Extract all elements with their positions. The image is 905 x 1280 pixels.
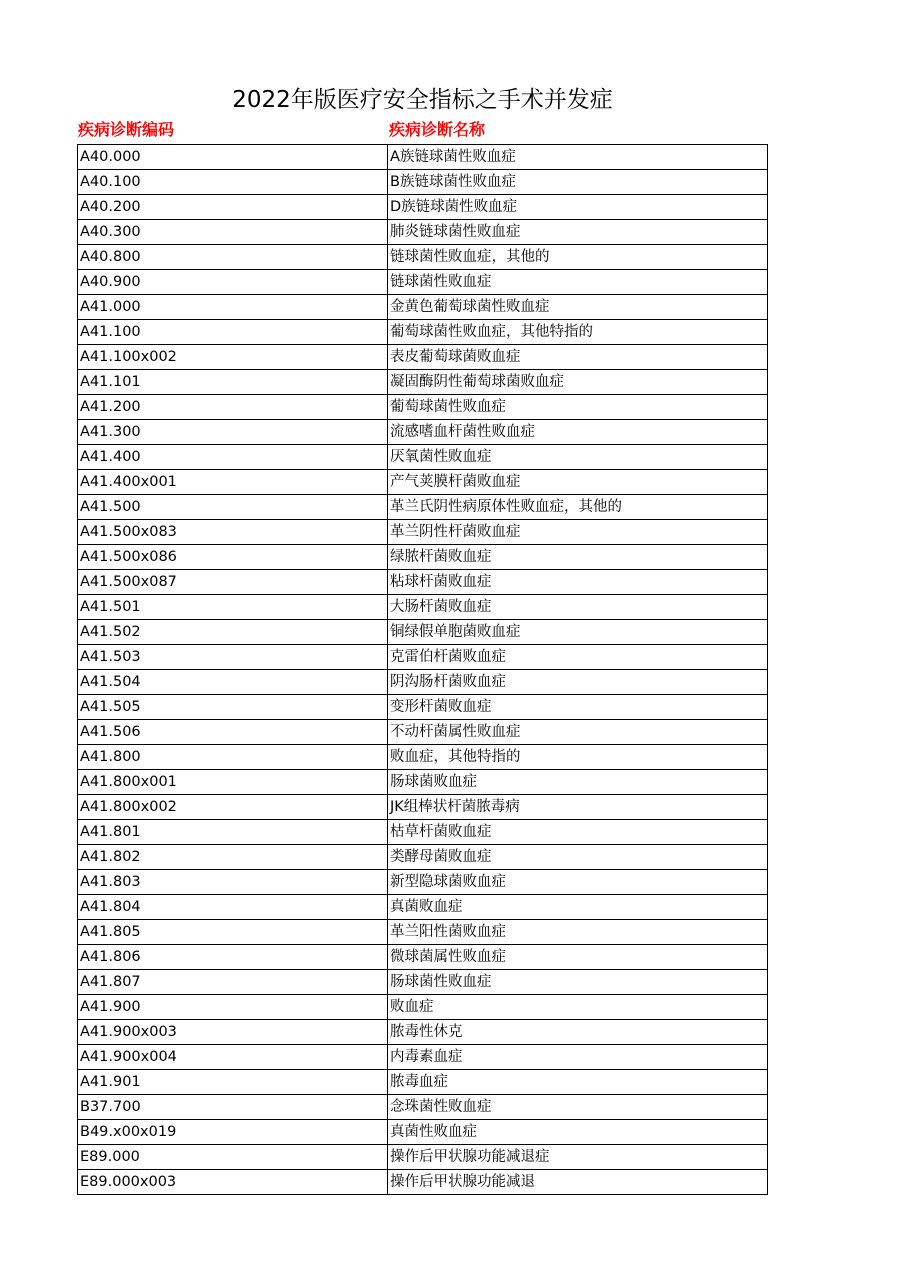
table-row [78, 945, 768, 970]
diagnosis-code-cell: A41.500 [78, 495, 388, 520]
diagnosis-name-cell: 败血症 [388, 995, 768, 1020]
diagnosis-name-cell: 肺炎链球菌性败血症 [388, 220, 768, 245]
table-row [78, 395, 768, 420]
table-row [78, 1045, 768, 1070]
table-row [78, 695, 768, 720]
diagnosis-name-cell: 脓毒性休克 [388, 1020, 768, 1045]
diagnosis-name-cell: 枯草杆菌败血症 [388, 820, 768, 845]
diagnosis-name-cell: 链球菌性败血症 [388, 270, 768, 295]
table-row [78, 970, 768, 995]
diagnosis-name-cell: 操作后甲状腺功能减退 [388, 1170, 768, 1195]
column-header-code: 疾病诊断编码 [78, 120, 175, 139]
table-row [78, 220, 768, 245]
table-row [78, 1020, 768, 1045]
diagnosis-name-cell: 绿脓杆菌败血症 [388, 545, 768, 570]
diagnosis-name-cell: 葡萄球菌性败血症，其他特指的 [388, 320, 768, 345]
diagnosis-code-cell: A41.501 [78, 595, 388, 620]
diagnosis-code-cell: A41.502 [78, 620, 388, 645]
diagnosis-code-cell: A41.500x087 [78, 570, 388, 595]
diagnosis-code-cell: A40.300 [78, 220, 388, 245]
diagnosis-name-cell: 不动杆菌属性败血症 [388, 720, 768, 745]
table-row [78, 545, 768, 570]
diagnosis-code-cell: A41.100 [78, 320, 388, 345]
diagnosis-name-cell: 葡萄球菌性败血症 [388, 395, 768, 420]
diagnosis-code-cell: A41.800 [78, 745, 388, 770]
diagnosis-name-cell: 铜绿假单胞菌败血症 [388, 620, 768, 645]
diagnosis-code-cell: A41.506 [78, 720, 388, 745]
table-row [78, 595, 768, 620]
diagnosis-name-cell: 肠球菌败血症 [388, 770, 768, 795]
table-row [78, 1145, 768, 1170]
diagnosis-name-cell: 微球菌属性败血症 [388, 945, 768, 970]
diagnosis-name-cell: 革兰氏阴性病原体性败血症，其他的 [388, 495, 768, 520]
table-row [78, 295, 768, 320]
table-row [78, 720, 768, 745]
table-row [78, 995, 768, 1020]
table-row [78, 920, 768, 945]
table-row [78, 245, 768, 270]
table-row [78, 570, 768, 595]
diagnosis-name-cell: JK组棒状杆菌脓毒病 [388, 795, 768, 820]
diagnosis-code-cell: A41.400 [78, 445, 388, 470]
diagnosis-name-cell: 革兰阳性菌败血症 [388, 920, 768, 945]
diagnosis-name-cell: 变形杆菌败血症 [388, 695, 768, 720]
table-row [78, 1095, 768, 1120]
diagnosis-code-cell: E89.000 [78, 1145, 388, 1170]
diagnosis-code-cell: A41.101 [78, 370, 388, 395]
table-row [78, 645, 768, 670]
diagnosis-name-cell: 阴沟肠杆菌败血症 [388, 670, 768, 695]
table-row [78, 770, 768, 795]
diagnosis-name-cell: B族链球菌性败血症 [388, 170, 768, 195]
diagnosis-code-cell: A41.400x001 [78, 470, 388, 495]
diagnosis-code-cell: A40.000 [78, 145, 388, 170]
table-row [78, 470, 768, 495]
table-row [78, 1170, 768, 1195]
diagnosis-code-cell: A41.901 [78, 1070, 388, 1095]
diagnosis-code-cell: A41.806 [78, 945, 388, 970]
table-row [78, 670, 768, 695]
diagnosis-code-cell: A40.100 [78, 170, 388, 195]
diagnosis-name-cell: 粘球杆菌败血症 [388, 570, 768, 595]
table-row [78, 495, 768, 520]
diagnosis-name-cell: 克雷伯杆菌败血症 [388, 645, 768, 670]
diagnosis-code-cell: A41.900x003 [78, 1020, 388, 1045]
diagnosis-name-cell: 真菌性败血症 [388, 1120, 768, 1145]
column-header-name: 疾病诊断名称 [389, 120, 486, 139]
diagnosis-code-cell: A41.803 [78, 870, 388, 895]
diagnosis-code-cell: A41.800x001 [78, 770, 388, 795]
diagnosis-code-cell: A41.805 [78, 920, 388, 945]
table-row [78, 1070, 768, 1095]
diagnosis-code-cell: A40.200 [78, 195, 388, 220]
diagnosis-name-cell: 金黄色葡萄球菌性败血症 [388, 295, 768, 320]
diagnosis-name-cell: 真菌败血症 [388, 895, 768, 920]
diagnosis-code-cell: B37.700 [78, 1095, 388, 1120]
table-row [78, 520, 768, 545]
diagnosis-code-cell: A41.300 [78, 420, 388, 445]
diagnosis-name-cell: 革兰阴性杆菌败血症 [388, 520, 768, 545]
diagnosis-code-cell: A40.900 [78, 270, 388, 295]
diagnosis-name-cell: 脓毒血症 [388, 1070, 768, 1095]
diagnosis-name-cell: 类酵母菌败血症 [388, 845, 768, 870]
diagnosis-code-cell: E89.000x003 [78, 1170, 388, 1195]
table-row [78, 370, 768, 395]
diagnosis-code-cell: A41.504 [78, 670, 388, 695]
table-row [78, 345, 768, 370]
diagnosis-name-cell: 表皮葡萄球菌败血症 [388, 345, 768, 370]
diagnosis-code-cell: A41.900x004 [78, 1045, 388, 1070]
diagnosis-code-cell: A41.807 [78, 970, 388, 995]
table-row [78, 445, 768, 470]
diagnosis-name-cell: 内毒素血症 [388, 1045, 768, 1070]
diagnosis-name-cell: 念珠菌性败血症 [388, 1095, 768, 1120]
diagnosis-name-cell: 肠球菌性败血症 [388, 970, 768, 995]
diagnosis-name-cell: 产气荚膜杆菌败血症 [388, 470, 768, 495]
diagnosis-code-cell: A41.100x002 [78, 345, 388, 370]
diagnosis-code-cell: A41.200 [78, 395, 388, 420]
diagnosis-table-body [78, 145, 768, 1195]
table-row [78, 745, 768, 770]
table-row [78, 320, 768, 345]
table-row [78, 145, 768, 170]
diagnosis-code-cell: A41.503 [78, 645, 388, 670]
table-row [78, 420, 768, 445]
diagnosis-code-cell: A40.800 [78, 245, 388, 270]
diagnosis-name-cell: 厌氧菌性败血症 [388, 445, 768, 470]
document-title: 2022年版医疗安全指标之手术并发症 [232, 87, 613, 113]
diagnosis-name-cell: 败血症，其他特指的 [388, 745, 768, 770]
diagnosis-code-cell: A41.900 [78, 995, 388, 1020]
diagnosis-name-cell: 操作后甲状腺功能减退症 [388, 1145, 768, 1170]
diagnosis-table [77, 144, 768, 1195]
diagnosis-code-cell: B49.x00x019 [78, 1120, 388, 1145]
diagnosis-name-cell: 凝固酶阴性葡萄球菌败血症 [388, 370, 768, 395]
table-row [78, 870, 768, 895]
diagnosis-code-cell: A41.000 [78, 295, 388, 320]
table-row [78, 845, 768, 870]
diagnosis-name-cell: 链球菌性败血症，其他的 [388, 245, 768, 270]
diagnosis-name-cell: 大肠杆菌败血症 [388, 595, 768, 620]
diagnosis-code-cell: A41.505 [78, 695, 388, 720]
diagnosis-code-cell: A41.804 [78, 895, 388, 920]
diagnosis-code-cell: A41.500x086 [78, 545, 388, 570]
table-row [78, 795, 768, 820]
diagnosis-name-cell: 流感嗜血杆菌性败血症 [388, 420, 768, 445]
table-row [78, 270, 768, 295]
diagnosis-code-cell: A41.500x083 [78, 520, 388, 545]
diagnosis-name-cell: D族链球菌性败血症 [388, 195, 768, 220]
table-row [78, 620, 768, 645]
diagnosis-code-cell: A41.800x002 [78, 795, 388, 820]
table-row [78, 170, 768, 195]
diagnosis-name-cell: 新型隐球菌败血症 [388, 870, 768, 895]
diagnosis-name-cell: A族链球菌性败血症 [388, 145, 768, 170]
table-row [78, 195, 768, 220]
table-row [78, 1120, 768, 1145]
diagnosis-code-cell: A41.801 [78, 820, 388, 845]
table-row [78, 820, 768, 845]
diagnosis-code-cell: A41.802 [78, 845, 388, 870]
table-row [78, 895, 768, 920]
